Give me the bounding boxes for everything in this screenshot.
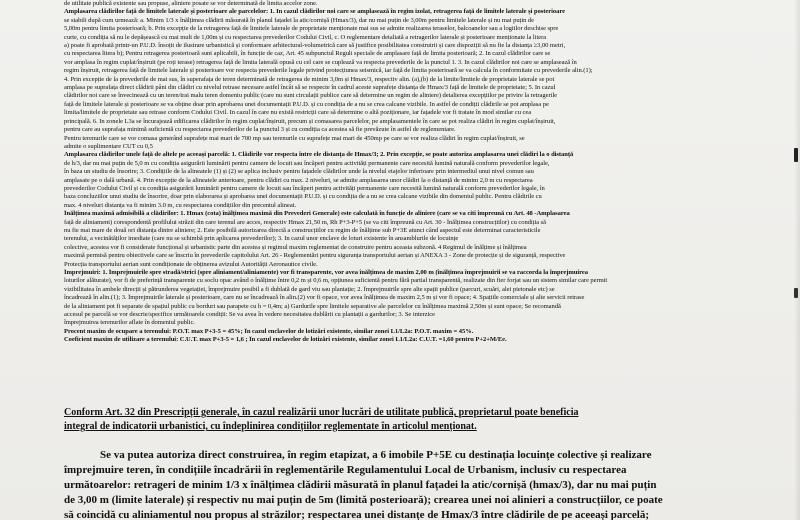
regulation-line: împrejmuirea terenurilor aflate în domeniul public. — [64, 319, 195, 327]
regulation-line: curte, cu condiția să nu le depășească cu mai mult de 1,00m și cu respectarea prevederilor Codului Civil, c. O reglementare detaliată a retragerilor laterale și posterioare menționate la litera — [64, 33, 547, 41]
regulation-line: de utilitate publică existente sau propuse, aliniere posate se vor determinată de limita accelor zone. — [64, 0, 318, 7]
regulation-line: max. 4 niveluri distanța va fi minim 3.0 m, cu respectarea condițiilor din precentul alineat. — [64, 201, 297, 209]
regulation-line: regim înșiruit, retragerea față de limitele laterale și posterioare vor respecta prevederile legale privind protecțiunea seismică, iar față de limita posterioară se va calcula în conformitate cu prevederile alin.(1); — [64, 67, 593, 75]
regulation-line: în baza un studiu de însorire; 3. Condițiile de la alineatele (1) și (2) se aplica inclusiv pentru fațadele clădirilor unde la nivelul etajelor inferioare prin intermediul unui nivel comun sau — [64, 168, 534, 176]
regulation-line: clădirilor noi care se învecinează cu un teren/trai malu teren domeniu public (care nu sunt circulații publice care să determine un regim de aliniere) detalierea excepțiilor pe privire la retragerile — [64, 92, 558, 100]
regulation-line: față de aliniament) corespondentă profilului străzii din care terenul are acces, respectiv Hmax 21,50 m, Rh P+3-P+5 (se va citi împreună cu Art. 30 - Înălțimea construcțiilor) cu condiția să — [64, 218, 547, 226]
regulation-line: maximă permisă pentru obiectivele care se înscriu în prevederile capitolului Art. 26 - Reglementări pentru siguranța transportului aerian și ANEXA 3 - Zone de protecție și de siguranță, respective — [64, 252, 566, 260]
regulation-line: 5,00m pentru limita posterioară; b. Prin excepție de la retragerea față de limitele laterale de proprietate menționate mai sus se admite realizarea teraselor, balcoanelor sau a logiilor deschise spre — [64, 25, 559, 33]
notice-line-1: Conform Art. 32 din Prescripții generale, în cazul realizării unor lucrări de utilitate publică, proprietarul poate beneficia — [64, 407, 579, 418]
regulation-line: principală. 6. In zonele L3a se încurajează edificarea clădirilor în regim cuplat/înșiruit, precum și comasarea parcelelor, pe amplasamentele în care se pot realiza clădiri în regim cuplat/înșiruit, — [64, 117, 556, 125]
regulation-line: nu fie mai mare de două ori distanța dintre aliniere; 2. Este posibilă autorizarea directă a construcțiilor cu regim de înălțime sub P+3E atunci când aspectul este determinat caracteristicile — [64, 226, 541, 234]
regulation-line: cu respectarea litera b); Pentru retragerea posterioară sunt aplicabili, în funcție de caz, Art. 45 subpunctul Reguli speciale de amplasare față de limita posterioară; 2. In cazul clădirilor care se — [64, 50, 551, 58]
regulation-line: pentru care au suprafața minimă suficientă cu respectarea prevederilor de la punctul 3 și cu condiția ca acestea să fie prevăzute în astfel de reglementare. — [64, 126, 456, 134]
regulation-line: accesul pe parcelă se vor descrie/specifice următoarele condiții: Se va avea în vedere necesitatea dublării cu plantații a gardurilor; 3. Se interzice — [64, 311, 435, 319]
paragraph-line-4: de 3,00 m (limite laterale) și respectiv nu mai puțin de 5m (limită posterioară); crearea unei noi alinieri a construcțiilor, ce poate — [64, 494, 663, 506]
regulation-text-block — [64, 0, 776, 345]
regulation-line: Înălțimea maximă admisibilă a clădirilor: 1. Hmax (cota) înălțimea maximă din Prevederi Generale) este calculată în funcție de aliniere (care se va citi împreună cu Art. 48 -Amplasarea — [64, 210, 570, 218]
regulation-line: loturilor alăturate), vor fi de preferință transparente cu soclu opac având o înălțime între 0,2 m și 0,6 m, opțiunea suficientă pentru fără partial transparentă, realizate din fier forjat sau un sistem similar care permit — [64, 277, 608, 285]
regulation-line: Împrejmuiri: 1. Împrejmuirile spre stradă/strici (spre aliniament/aliniamente) vor fi transparente, vor avea înălțimea de maxim 2,00 m (înălțimea împrejmuirii se va raccorda la împrejmuirea — [64, 269, 588, 276]
regulation-line: prevederilor Codului Civil și cu condiția asigurării luminării pentru camere de locuit sau încăperi pentru activități permanente care necesită lumină naturală conform prevederilor legale, în — [64, 184, 545, 192]
regulation-line: terenului, a vecinătăților imediate (care nu se schimbă prin aplicarea prevederilor); 3. In cazul unor enclave de loturi existente în ansamblurile de locuințe — [64, 235, 459, 243]
regulation-line: Protecția transportului aerian sunt condiționate de obținerea avizului Autorității Aeronautice civile. — [64, 260, 318, 268]
regulation-line: 4. Prin excepție de la prevederile de mai sus, în superafața de teren determinată de retragerea de minim 3,0m și Hmax/3, respectiv alin. (a),(b) de la limite/limitele de proprietate laterale se pot — [64, 75, 555, 83]
authorization-paragraph — [64, 448, 776, 520]
regulation-line: față de limitele laterale și posterioare se va obține doar prin aprobarea unei documentații P.U.D. și cu condiția de a nu se crea calcane vizibile. In astfel de condiții clădirile se pot amplasa pe — [64, 100, 549, 108]
regulation-line: se stabili după cum urmează: a. Minim 1/3 x înălțimea clădirii măsurată în planul fațadei la atic/cornișă (Hmax/3), dar nu mai puțin de 3,00m pentru limitele laterale și nu mai puțin de — [64, 16, 534, 24]
regulation-line: colective, acestea vor fi considerate funcțional și urbanistic parte din acestea și regimul maxim reglementat de construire pentru aceasta subzonă. 4 Regimul de înălțime și înălțimea — [64, 243, 527, 251]
paragraph-line-5: să coincidă cu aliniamentul nou propus al străzilor; respectarea unei distanțe de Hmax/3 între clădirile de pe aceeași parcelă; — [64, 509, 650, 520]
paragraph-line-2: împrejmuire teren, în condițiile încadrării în reglementările Regulamentului Local de Urbanism, inclusiv cu respectarea — [64, 464, 627, 476]
regulation-line: amplasa pe suprafața direct clădirii pâni din clădiri cu nivelul retrase necesare astfel încât să se respecte în cadrul aceste suprafețe distanța de Hmax/3 față de limitele de proprietate; 5. In cazul — [64, 84, 556, 92]
regulation-line: încadrează în alin.(1); 3. Împrejmuirile laterale și posterioare, care nu se încadrează în alin.(2) vor fi opace, vor avea înălțimea de maxim 2,5 m și vor fi opace; 4. Spațiile comerciale și alte servicii retrase — [64, 294, 585, 302]
regulation-line: Amplasarea clădirilor unele față de altele pe aceeași parcelă: 1. Clădirile vor respecta între ele distanța de Hmax/3; 2. Prin excepție, se poate autoriza amplasarea unei clădiri la o distanță — [64, 151, 574, 159]
art-32-notice — [64, 406, 776, 434]
regulation-line: vizibilitatea în ambele direcții și pătrunderea vegetației, împrejmuire posibil a fi dublată de gard viu sau plantație; 2. Împrejmuirile spre alte spații publice (parcuri, scuări, alei pietonale etc) se — [64, 285, 555, 293]
regulation-line: de h/3, dar nu mai puțin de 5,0 m cu condiția asigurării luminării pentru camere de locuit sau încăperi pentru activități permanente care necesită lumină naturală conform prevederilor legale, — [64, 159, 550, 167]
regulation-line: baza concluziilor unui studiu de însorire, doar prin elaborarea și aprobarea unei documentații P.U.D. și cu condiția de a nu se crea calcane vizibile din domeniul public. Pentru clădirile cu — [64, 193, 542, 201]
notice-line-2: integral de indicatorii urbanistici, cu îndeplinirea condițiilor reglementate în articolul menționat. — [64, 421, 477, 432]
regulation-line: a) poate fi aprobată printr-un P.U.D. însoțit de ilustrare urbanistică și conformare arhitectural-volumetrică care să justifice posibilitatea construirii și care dispoziții să nu fie la distanța ≥3,00 metri, — [64, 42, 566, 50]
scan-edge-shadow — [794, 0, 800, 520]
regulation-line: Procent maxim de ocupare a terenului: P.O.T. max P+3-5 = 45%; În cazul enclavelor de lotizări existente, similar zonei L1/L2a: P.O.T. maxim = 45%. — [64, 327, 474, 335]
regulation-line: de la aliniament pot fi separate de spațiul public cu borduri sau parapete cu h = 0,4m; a) Gardurile spre limitele separative ale parcelelor cu înălțimea maximă 2,50m și sunt opace; Se recomandă — [64, 302, 561, 310]
paragraph-line-1: Se va putea autoriza direct construirea, în regim etapizat, a 6 imobile P+5E cu destinația locuințe colective și realizare — [100, 449, 652, 461]
paragraph-line-3: următoarelor: retrageri de minim 1/3 x înălțimea clădirii măsurată în planul fațadei la atic/cornișă (hmax/3), dar nu mai puțin — [64, 479, 657, 491]
regulation-line: amplasate pe o dală urbană. 4. Prin excepție de la alineatele anterioare, pentru clădiri cu max. 2 niveluri, se admite amplasarea unor clădiri la o distanță de minim 2,0 m cu respectarea — [64, 176, 533, 184]
regulation-line: vor amplasa în regim cuplat/înșiruit (pe roți terase) retragerea față de limita laterală opusă cu cel care se cuplează va respecta prevederile de la punctul 1. 3. In cazul clădirilor noi care se amplasează în — [64, 58, 577, 66]
regulation-line: admite o suplimentare CUT cu 0,5 — [64, 142, 153, 150]
regulation-line: limita/limitele de proprietate sau retrase conform Codului Civil. In cazul în care nu există restricții care să determine o altă poziționare, iar fațadele vor fi tratate în mod similar cu cea — [64, 109, 532, 117]
regulation-line: Pentru terenurile care se vor comasa generând suprafețe mai mari de 700 mp sau terenurile cu suprafețe mai mari de 450mp pe care se vor realiza clădiri în regim cuplat/înșiruit, se — [64, 134, 525, 142]
regulation-line: Coeficient maxim de utilizare a terenului: C.U.T. max P+3-5 = 1,6 ; În cazul enclavelor de lotizări existente, similar zonei L1/L2a: C.U.T. =1,60 pentru P+2+M/Ee. — [64, 336, 507, 344]
regulation-line: Amplasarea clădirilor față de limitele laterale și posterioare ale parcelelor: 1. In cazul clădirilor noi care se amplasează în regim izolat, retragerea față de limitele laterale și posterioare — [64, 8, 565, 16]
